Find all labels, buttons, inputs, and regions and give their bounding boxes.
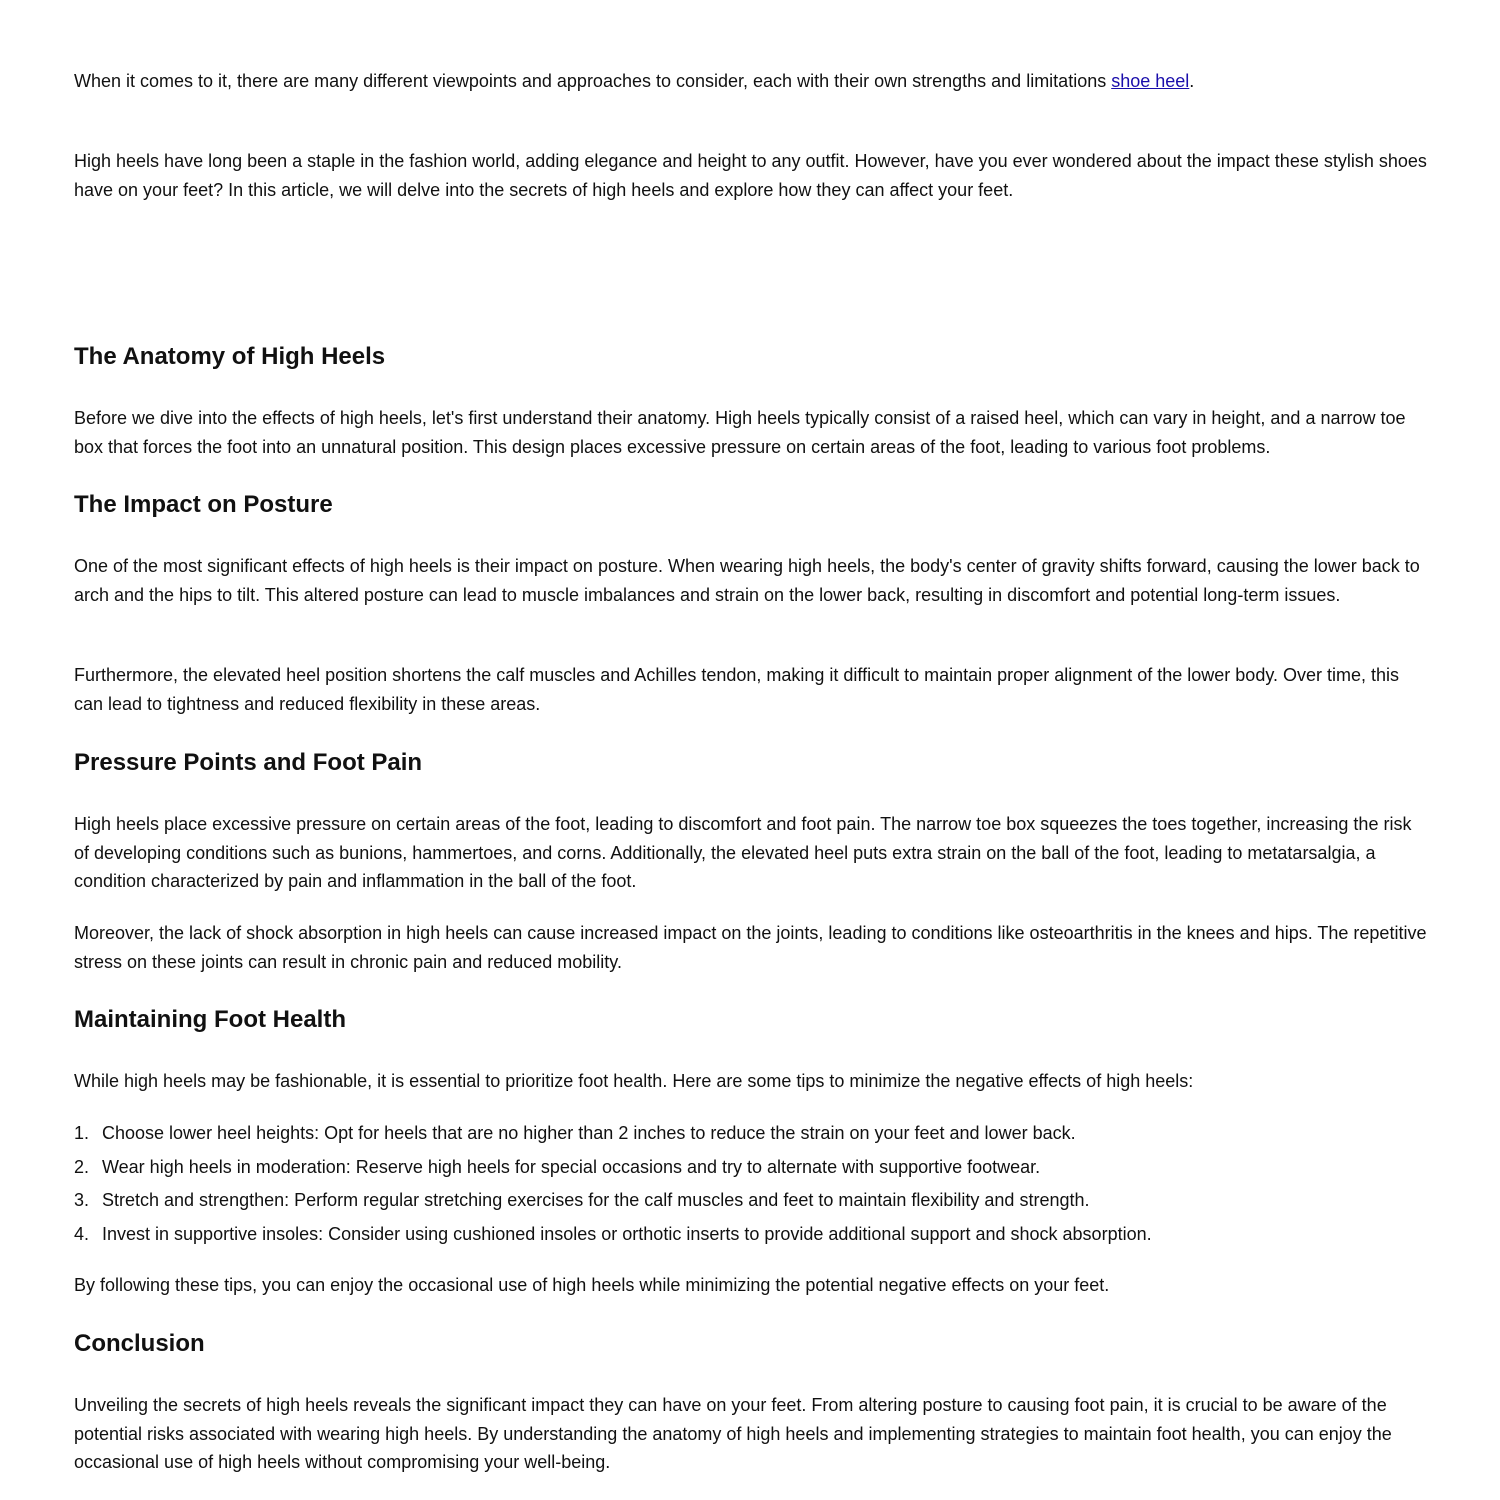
list-item-number: 4. xyxy=(74,1223,90,1244)
heading-anatomy: The Anatomy of High Heels xyxy=(74,343,386,370)
lead-paragraph: High heels have long been a staple in the fashion world, adding elegance and height to any outfit. However, have you ever wondered about the impact these stylish shoes have on your feet? In this article, we will delve into the secrets of high heels and explore how they can affect your feet. xyxy=(74,151,1427,200)
list-item xyxy=(74,1220,1430,1254)
posture-paragraph-2: Furthermore, the elevated heel position shortens the calf muscles and Achilles tendon, making it difficult to maintain proper alignment of the lower body. Over time, this can lead to tightness and reduced flexibility in these areas. xyxy=(74,665,1400,714)
anatomy-paragraph: Before we dive into the effects of high heels, let's first understand their anatomy. High heels typically consist of a raised heel, which can vary in height, and a narrow toe box that forces the foot into an unnatural position. This design places excessive pressure on certain areas of the foot, leading to various foot problems. xyxy=(74,408,1406,457)
health-paragraph-1: While high heels may be fashionable, it is essential to prioritize foot health. Here are some tips to minimize the negative effects of high heels: xyxy=(74,1071,1194,1091)
intro-paragraph xyxy=(74,67,1430,96)
list-item-text: Stretch and strengthen: Perform regular stretching exercises for the calf muscles and feet to maintain flexibility and strength. xyxy=(102,1190,1090,1210)
list-item-text: Invest in supportive insoles: Consider using cushioned insoles or orthotic inserts to provide additional support and shock absorption. xyxy=(102,1223,1152,1244)
pressure-paragraph-1: High heels place excessive pressure on certain areas of the foot, leading to discomfort and foot pain. The narrow toe box squeezes the toes together, increasing the risk of developing conditions such as bunions, hammertoes, and corns. Additionally, the elevated heel puts extra strain on the ball of the foot, leading to metatarsalgia, a condition characterized by pain and inflammation in the ball of the foot. xyxy=(74,814,1412,891)
tips-list xyxy=(74,1119,1430,1253)
intro-text: When it comes to it, there are many different viewpoints and approaches to consider, each with their own strengths and limitations xyxy=(74,71,1112,91)
health-paragraph-2: By following these tips, you can enjoy the occasional use of high heels while minimizing the potential negative effects on your feet. xyxy=(74,1275,1110,1295)
heading-pressure: Pressure Points and Foot Pain xyxy=(74,749,423,776)
heading-conclusion: Conclusion xyxy=(74,1330,205,1357)
pressure-paragraph-2: Moreover, the lack of shock absorption in high heels can cause increased impact on the joints, leading to conditions like osteoarthritis in the knees and hips. The repetitive stress on these joints can result in chronic pain and reduced mobility. xyxy=(74,923,1427,972)
heading-health: Maintaining Foot Health xyxy=(74,1006,346,1033)
intro-trail: . xyxy=(1189,71,1195,91)
list-item-number: 3. xyxy=(74,1190,90,1210)
posture-paragraph-1: One of the most significant effects of high heels is their impact on posture. When wearing high heels, the body's center of gravity shifts forward, causing the lower back to arch and the hips to tilt. This altered posture can lead to muscle imbalances and strain on the lower back, resulting in discomfort and potential long-term issues. xyxy=(74,556,1420,605)
list-item xyxy=(74,1186,1430,1220)
list-item xyxy=(74,1119,1430,1153)
heading-posture: The Impact on Posture xyxy=(74,491,333,518)
shoe-heel-link[interactable]: shoe heel xyxy=(1111,71,1190,91)
conclusion-paragraph: Unveiling the secrets of high heels reveals the significant impact they can have on your feet. From altering posture to causing foot pain, it is crucial to be aware of the potential risks associated with wearing high heels. By understanding the anatomy of high heels and implementing strategies to maintain foot health, you can enjoy the occasional use of high heels without compromising your well-being. xyxy=(74,1395,1392,1472)
list-item-number: 1. xyxy=(74,1123,90,1143)
list-item-number: 2. xyxy=(74,1156,90,1177)
list-item-text: Choose lower heel heights: Opt for heels that are no higher than 2 inches to reduce the strain on your feet and lower back. xyxy=(102,1123,1076,1143)
list-item-text: Wear high heels in moderation: Reserve high heels for special occasions and try to alternate with supportive footwear. xyxy=(102,1156,1041,1177)
list-item xyxy=(74,1153,1430,1187)
